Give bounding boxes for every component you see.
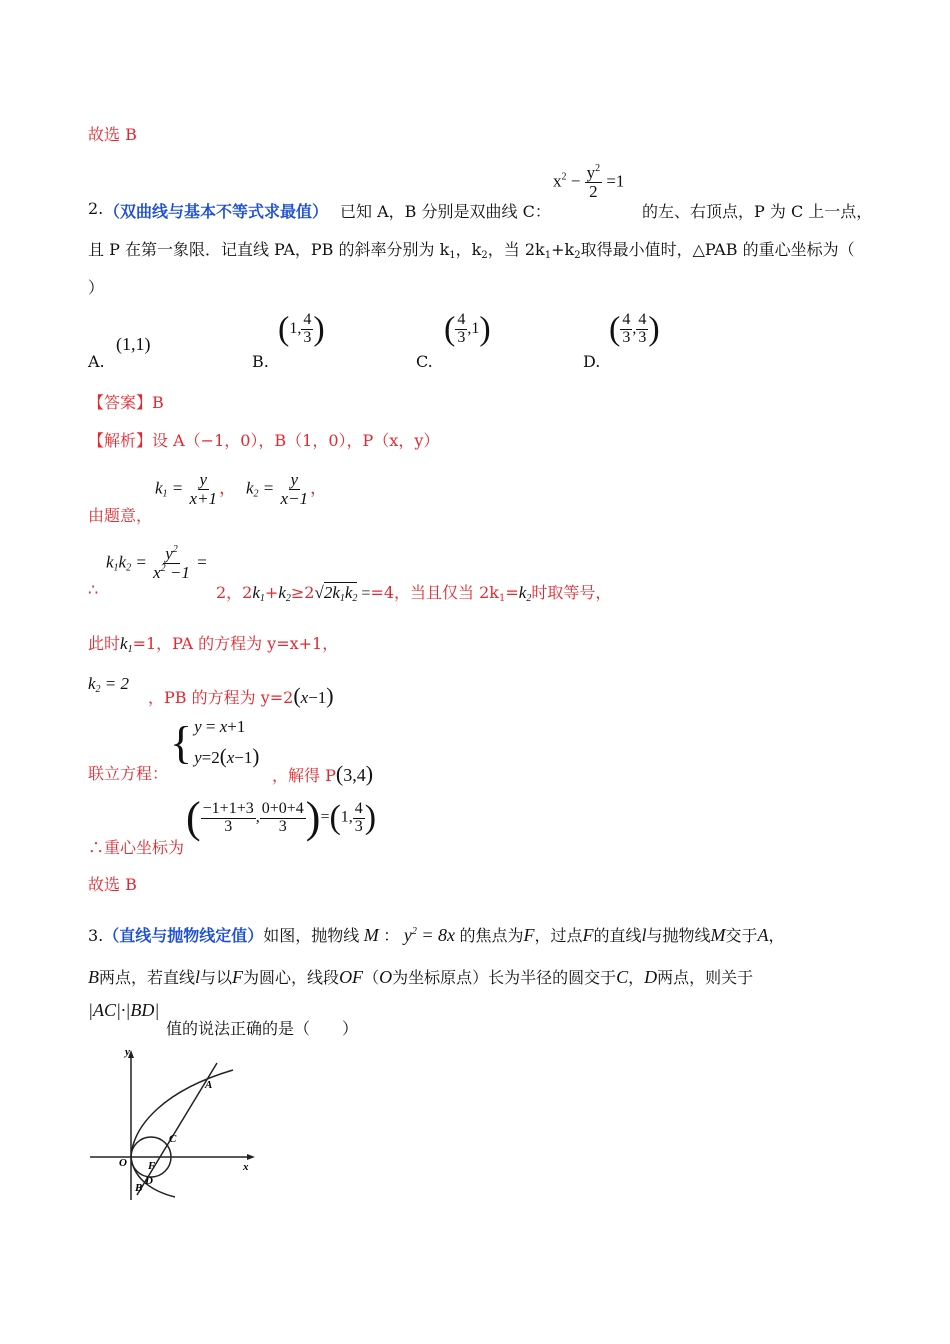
label-b: B	[135, 1182, 143, 1194]
option-a-label[interactable]: A.	[88, 352, 105, 371]
given-label: 由题意，	[88, 506, 153, 525]
k2-value: $k_2 = 2$	[88, 674, 130, 695]
problem3-line1: 3.（直线与抛物线定值）如图，抛物线 M ： $y^2 = 8x$ 的焦点为F，过点F的直线l与抛物线M交于A，	[88, 925, 785, 945]
problem3-line2: B两点，若直线l与以F为圆心，线段OF（O为坐标原点）长为半径的圆交于C，D两点，则关于	[88, 967, 754, 987]
option-a-value[interactable]: (1,1)	[116, 334, 151, 354]
option-d-label[interactable]: D.	[583, 352, 601, 371]
therefore-symbol: ∴	[88, 580, 99, 599]
centroid-expression: ( $\frac{-1+1+3}{3}$ , $\frac{0+0+4}{3}$ )=(1, $\frac{4}{3}$ )	[186, 793, 377, 842]
option-c-value[interactable]: ( $\frac{4}{3}$ ,1)	[444, 310, 491, 348]
label-x: x	[243, 1161, 249, 1173]
option-b-label[interactable]: B.	[252, 352, 269, 371]
joint-label: 联立方程：	[88, 764, 169, 783]
then-line: 此时$k_1=1$，PA 的方程为 y=x+1，	[88, 634, 339, 655]
label-a: A	[205, 1079, 213, 1091]
option-b-value[interactable]: (1, $\frac{4}{3}$ )	[278, 310, 325, 348]
centroid-label: ∴重心坐标为	[88, 838, 185, 857]
problem2-text-a: 已知 A，B 分别是双曲线 C：	[340, 202, 551, 221]
problem2-number: 2.	[88, 199, 104, 218]
problem2-tag: （双曲线与基本不等式求最值）	[104, 202, 329, 221]
system-of-equations: { y = x+1 y=2(x−1)	[170, 717, 260, 769]
k2-expression: $k_2$ = $\frac{y}{x-1}$ ，	[246, 470, 328, 508]
parabola-figure	[85, 1045, 265, 1205]
previous-answer: 故选 B	[88, 125, 137, 144]
label-f: F	[148, 1160, 156, 1172]
option-d-value[interactable]: ( $\frac{4}{3}$ , $\frac{4}{3}$ )	[609, 310, 660, 348]
k1-expression: $k_1$ = $\frac{y}{x+1}$ ，	[155, 470, 237, 508]
problem2-line2: 且 P 在第一象限．记直线 PA，PB 的斜率分别为 $k_1$，$k_2$，当 $2k_1+k_2$取得最小值时，△PAB 的重心坐标为（	[88, 240, 855, 261]
pb-equation: ，PB 的方程为 y=2(x−1)	[148, 683, 334, 708]
problem3-line3: 值的说法正确的是（ ）	[166, 1019, 359, 1038]
x-axis-arrow	[247, 1154, 255, 1160]
label-d: D	[145, 1175, 153, 1187]
hyperbola-equation: $x^2$ − $\frac{y^2}{2}$ =1	[553, 163, 625, 201]
problem2-text-b: 的左、右顶点，P 为 C 上一点，	[642, 202, 873, 221]
problem2-line3: ）	[88, 278, 105, 297]
parabola-upper	[131, 1070, 233, 1157]
label-y: y	[125, 1046, 130, 1058]
k1k2-product: $k_1k_2$ = $\frac{y^2}{x^2 -1}$ =	[106, 544, 208, 582]
solve-result: ，解得 P(3,4)	[272, 761, 374, 786]
inequality-line: 2，$2k_1+k_2\ge 2√2k_1k_2 ==4$，当且仅当 $2k_1=k_2$时取等号，	[216, 583, 612, 604]
option-c-label[interactable]: C.	[416, 352, 433, 371]
final-answer: 故选 B	[88, 875, 137, 894]
analysis-line1: 【解析】设 A（−1，0），B（1，0），P（x，y）	[88, 431, 440, 450]
ac-bd-expression: |AC|·|BD|	[88, 1000, 160, 1020]
label-c: C	[169, 1133, 177, 1145]
label-o: O	[119, 1157, 127, 1169]
answer-label: 【答案】B	[88, 393, 164, 412]
